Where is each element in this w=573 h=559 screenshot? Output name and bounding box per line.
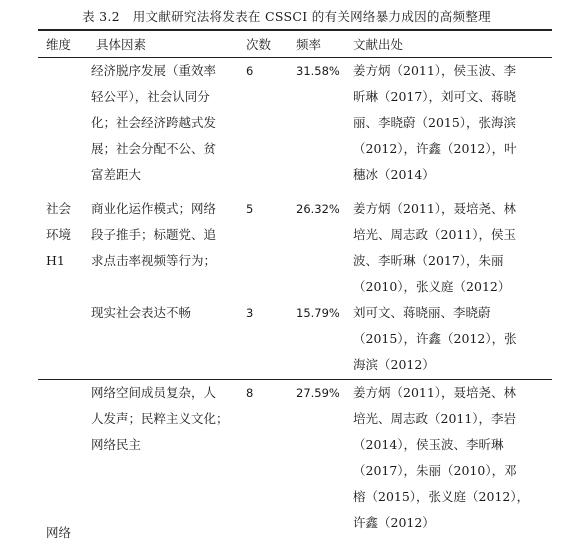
source-cell — [353, 196, 516, 300]
count-cell-line: 6 — [246, 64, 254, 78]
source-cell-line: 波、李昕琳（2017），朱丽 — [353, 253, 504, 268]
source-cell — [353, 58, 517, 188]
dimension-cell — [46, 196, 71, 274]
factor-cell-line: 求点击率视频等行为； — [91, 253, 217, 268]
count-cell — [246, 300, 253, 326]
source-cell-line: 丽、李晓蔚（2015），张海滨 — [353, 115, 517, 130]
source-cell-line: 刘可文、蒋晓丽、李晓蔚 — [353, 305, 491, 320]
frequency-cell — [296, 58, 340, 84]
factor-cell-line: 商业化运作模式；网络 — [91, 201, 217, 216]
factor-cell-line: 人发声；民粹主义文化； — [91, 411, 229, 426]
frequency-cell-line: 26.32% — [296, 202, 340, 216]
source-cell-line: 培光、周志政（2011），李岩 — [353, 411, 517, 426]
count-cell — [246, 380, 253, 406]
source-cell-line: （2014），侯玉波、李昕琳 — [353, 437, 504, 452]
frequency-cell-line: 31.58% — [296, 64, 340, 78]
header-factor: 具体因素 — [96, 37, 147, 52]
source-cell-line: 姜方炳（2011），聂培尧、林 — [353, 201, 517, 216]
factor-cell — [91, 300, 191, 326]
source-cell-line: 昕琳（2017），刘可文、蒋晓 — [353, 89, 517, 104]
table-caption: 表 3.2 用文献研究法将发表在 CSSCI 的有关网络暴力成因的高频整理 — [82, 9, 491, 24]
source-cell-line: 姜方炳（2011），聂培尧、林 — [353, 385, 517, 400]
count-cell-line: 3 — [246, 306, 254, 320]
source-cell — [353, 380, 529, 536]
dimension-cell-line: 环境 — [46, 227, 72, 242]
factor-cell-line: 富差距大 — [91, 167, 142, 182]
frequency-cell — [296, 196, 340, 222]
header-count: 次数 — [246, 37, 272, 52]
source-cell-line: 姜方炳（2011），侯玉波、李 — [353, 63, 517, 78]
source-cell-line: 穗冰（2014） — [353, 167, 435, 182]
source-cell-line: 许鑫（2012） — [353, 515, 435, 530]
header-dimension: 维度 — [46, 37, 72, 52]
source-cell-line: 海滨（2012） — [353, 357, 435, 372]
source-cell-line: （2017），朱丽（2010），邓 — [353, 463, 517, 478]
source-cell-line: （2012），许鑫（2012），叶 — [353, 141, 517, 156]
source-cell-line: （2010），张义庭（2012） — [353, 279, 511, 294]
group-divider-rule — [38, 379, 552, 380]
frequency-cell — [296, 380, 340, 406]
header-frequency: 频率 — [296, 37, 322, 52]
count-cell — [246, 196, 253, 222]
dimension-cell — [46, 520, 71, 546]
factor-cell-line: 网络空间成员复杂，人 — [91, 385, 217, 400]
count-cell — [246, 58, 253, 84]
count-cell-line: 8 — [246, 386, 254, 400]
source-cell — [353, 300, 517, 378]
frequency-cell-line: 15.79% — [296, 306, 340, 320]
frequency-cell-line: 27.59% — [296, 386, 340, 400]
factor-cell-line: 经济脱序发展（重效率 — [91, 63, 217, 78]
dimension-cell-line: H1 — [46, 253, 65, 268]
factor-cell-line: 网络民主 — [91, 437, 142, 452]
factor-cell — [91, 58, 216, 188]
dimension-cell-line: 网络 — [46, 525, 72, 540]
factor-cell-line: 段子推手；标题党、追 — [91, 227, 217, 242]
source-cell-line: （2015），许鑫（2012），张 — [353, 331, 517, 346]
header-source: 文献出处 — [353, 37, 404, 52]
count-cell-line: 5 — [246, 202, 254, 216]
factor-cell-line: 现实社会表达不畅 — [91, 305, 192, 320]
frequency-cell — [296, 300, 340, 326]
dimension-cell-line: 社会 — [46, 201, 72, 216]
factor-cell-line: 轻公平），社会认同分 — [91, 89, 210, 104]
source-cell-line: 榕（2015），张义庭（2012）， — [353, 489, 530, 504]
table-top-rule — [38, 29, 552, 31]
factor-cell-line: 化；社会经济跨越式发 — [91, 115, 217, 130]
source-cell-line: 培光、周志政（2011），侯玉 — [353, 227, 517, 242]
factor-cell — [91, 196, 216, 274]
factor-cell-line: 展；社会分配不公、贫 — [91, 141, 217, 156]
factor-cell — [91, 380, 229, 458]
